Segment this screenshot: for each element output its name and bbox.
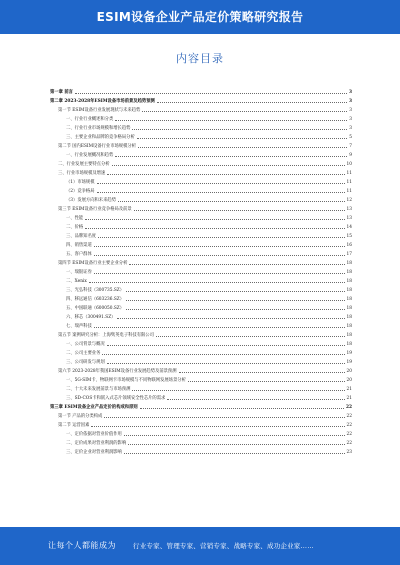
toc-entry-label: 第二节 运营因素	[58, 423, 90, 428]
toc-entry-page-number: 18	[346, 279, 352, 284]
toc-entry-page-number: 20	[346, 369, 352, 374]
toc-entry-label: 三、品牌知名度	[66, 234, 97, 239]
toc-entry[interactable]	[50, 140, 352, 149]
toc-entry-label: （3）发展方向和未来趋势	[66, 198, 116, 203]
toc-entry[interactable]	[50, 95, 352, 104]
toc-entry-label: 第三章 ESIM设备企业产品定价的构成和原则	[50, 405, 138, 410]
toc-entry[interactable]	[50, 104, 352, 113]
toc-entry[interactable]	[50, 428, 352, 437]
toc-entry-page-number: 14	[346, 225, 352, 230]
toc-entry[interactable]	[50, 338, 352, 347]
toc-entry-page-number: 18	[346, 306, 352, 311]
toc-dot-leader	[75, 90, 347, 94]
toc-dot-leader	[94, 270, 345, 274]
toc-dot-leader	[107, 171, 344, 175]
toc-entry-label: 二、Xenix	[66, 279, 87, 284]
toc-dot-leader	[126, 288, 344, 292]
toc-entry[interactable]	[50, 122, 352, 131]
toc-entry[interactable]	[50, 284, 352, 293]
toc-entry[interactable]	[50, 203, 352, 212]
toc-entry[interactable]	[50, 437, 352, 446]
toc-entry[interactable]	[50, 248, 352, 257]
toc-dot-leader	[157, 99, 347, 103]
toc-entry-page-number: 18	[346, 261, 352, 266]
toc-entry-page-number: 22	[346, 405, 352, 410]
toc-dot-leader	[128, 441, 344, 445]
toc-entry-label: 五、客户群体	[66, 252, 92, 257]
toc-entry-page-number: 18	[346, 324, 352, 329]
toc-entry[interactable]	[50, 329, 352, 338]
toc-entry-page-number: 3	[349, 108, 352, 113]
toc-entry[interactable]	[50, 257, 352, 266]
toc-entry[interactable]	[50, 158, 352, 167]
toc-entry[interactable]	[50, 275, 352, 284]
toc-entry-label: 二、十大未来发展前景与市场预测	[66, 387, 131, 392]
toc-entry[interactable]	[50, 320, 352, 329]
toc-entry-page-number: 3	[349, 99, 352, 104]
toc-entry-page-number: 13	[346, 207, 352, 212]
toc-dot-leader	[137, 135, 348, 139]
toc-entry-label: 第一节 ESIM设备行业发展现状与未来趋势	[58, 108, 141, 113]
report-header-bar	[0, 0, 400, 34]
toc-entry[interactable]	[50, 410, 352, 419]
toc-entry[interactable]	[50, 185, 352, 194]
toc-entry-label: 一、行业行业概述和分类	[66, 117, 114, 122]
toc-entry-page-number: 3	[349, 117, 352, 122]
toc-dot-leader	[124, 450, 345, 454]
toc-entry[interactable]	[50, 446, 352, 455]
toc-entry[interactable]	[50, 266, 352, 275]
toc-entry[interactable]	[50, 383, 352, 392]
toc-dot-leader	[124, 432, 345, 436]
toc-entry-label: （2）竞争格局	[66, 189, 95, 194]
toc-dot-leader	[115, 153, 347, 157]
toc-dot-leader	[156, 333, 345, 337]
toc-entry-page-number: 23	[346, 450, 352, 455]
toc-entry-page-number: 13	[346, 216, 352, 221]
toc-entry-page-number: 9	[349, 153, 352, 158]
toc-dot-leader	[97, 189, 345, 193]
toc-entry-label: 第五节 案例研究分析：上海隽英电子科技有限公司	[58, 333, 154, 338]
toc-entry-label: 五、中国联通（600050.SZ）	[66, 306, 125, 311]
toc-entry-label: 三、定价企业对营业利润影响	[66, 450, 122, 455]
toc-entry[interactable]	[50, 167, 352, 176]
toc-entry-page-number: 21	[346, 396, 352, 401]
toc-dot-leader	[85, 225, 344, 229]
toc-entry-page-number: 22	[346, 423, 352, 428]
toc-dot-leader	[142, 108, 347, 112]
toc-dot-leader	[85, 216, 344, 220]
toc-entry-label: 三、公司研发与规划	[66, 360, 105, 365]
toc-entry-page-number: 22	[346, 441, 352, 446]
toc-dot-leader	[102, 351, 344, 355]
report-title: ESIM设备企业产品定价策略研究报告	[96, 10, 304, 24]
toc-dot-leader	[117, 315, 344, 319]
toc-dot-leader	[129, 261, 344, 265]
toc-entry-label: 第一节 产品的分类构成	[58, 414, 103, 419]
toc-entry-page-number: 15	[346, 234, 352, 239]
toc-entry[interactable]	[50, 347, 352, 356]
toc-entry-label: 二、行业行业市场规模和增长趋势	[66, 126, 131, 131]
toc-entry-page-number: 18	[346, 270, 352, 275]
toc-entry-page-number: 11	[346, 189, 352, 194]
toc-entry[interactable]	[50, 311, 352, 320]
toc-entry-label: 第六节 2023-2028年我国ESIM设备行业发展趋势及前景预测	[58, 369, 177, 374]
toc-entry-page-number: 16	[346, 243, 352, 248]
toc-dot-leader	[94, 243, 345, 247]
toc-entry-page-number: 18	[346, 315, 352, 320]
toc-entry-page-number: 20	[346, 378, 352, 383]
toc-entry[interactable]	[50, 401, 352, 410]
toc-entry-label: （1）市场规模	[66, 180, 95, 185]
toc-entry-page-number: 18	[346, 297, 352, 302]
toc-dot-leader	[89, 279, 345, 283]
toc-entry-page-number: 5	[349, 135, 352, 140]
toc-entry-label: 二、定价成果对营业利润的影响	[66, 441, 127, 446]
toc-dot-leader	[118, 198, 345, 202]
toc-entry[interactable]	[50, 374, 352, 383]
toc-entry-page-number: 11	[346, 180, 352, 185]
toc-entry-label: 四、移远通信（603236.SZ）	[66, 297, 125, 302]
toc-entry-page-number: 18	[346, 342, 352, 347]
toc-entry-label: 第一章 前言	[50, 90, 73, 95]
toc-dot-leader	[134, 207, 345, 211]
toc-entry[interactable]	[50, 356, 352, 365]
toc-entry-page-number: 22	[346, 432, 352, 437]
toc-entry-label: 一、行业发展概况和趋势	[66, 153, 114, 158]
toc-entry-label: 三、光弘科技（300735.SZ）	[66, 288, 125, 293]
toc-entry-page-number: 11	[346, 171, 352, 176]
toc-entry-page-number: 19	[346, 351, 352, 356]
toc-entry[interactable]	[50, 212, 352, 221]
toc-entry-label: 一、性能	[66, 216, 84, 221]
toc-entry-page-number: 7	[349, 144, 352, 149]
toc-dot-leader	[98, 234, 344, 238]
toc-entry-page-number: 19	[346, 360, 352, 365]
toc-entry[interactable]	[50, 176, 352, 185]
toc-entry-label: 第三节 ESIM设备行业竞争格局及前景	[58, 207, 132, 212]
toc-entry-page-number: 22	[346, 414, 352, 419]
toc-dot-leader	[167, 396, 344, 400]
toc-dot-leader	[138, 144, 347, 148]
toc-entry-label: 一、定价依据对营业价值作用	[66, 432, 122, 437]
toc-dot-leader	[126, 297, 344, 301]
toc-dot-leader	[140, 405, 344, 409]
toc-entry-label: 二、公司主要业务	[66, 351, 101, 356]
toc-entry-label: 二、价格	[66, 225, 84, 230]
toc-dot-leader	[126, 306, 344, 310]
toc-entry[interactable]	[50, 149, 352, 158]
toc-entry-page-number: 10	[346, 162, 352, 167]
toc-entry-label: 三、SD-COS卡和嵌入式芯片领域安全性芯片的需求	[66, 396, 166, 401]
toc-entry[interactable]	[50, 131, 352, 140]
toc-entry[interactable]	[50, 86, 352, 95]
toc-entry-page-number: 21	[346, 387, 352, 392]
toc-dot-leader	[104, 414, 344, 418]
toc-dot-leader	[97, 180, 345, 184]
toc-dot-leader	[94, 324, 345, 328]
toc-entry-page-number: 3	[349, 90, 352, 95]
toc-dot-leader	[115, 117, 347, 121]
toc-dot-leader	[132, 126, 347, 130]
toc-entry[interactable]	[50, 221, 352, 230]
toc-heading: 内容目录	[176, 52, 224, 65]
toc-entry-label: 一、瑞银证券	[66, 270, 92, 275]
toc-entry-page-number: 18	[346, 288, 352, 293]
toc-entry[interactable]	[50, 392, 352, 401]
toc-entry-page-number: 12	[346, 198, 352, 203]
toc-entry[interactable]	[50, 194, 352, 203]
toc-entry-label: 一、5G-SIM卡、物联网卡市场规模与不同物联网发展场景分析	[66, 378, 186, 383]
toc-entry-page-number: 17	[346, 252, 352, 257]
toc-entry-label: 四、销售渠道	[66, 243, 92, 248]
toc-entry[interactable]	[50, 293, 352, 302]
toc-entry-page-number: 3	[349, 126, 352, 131]
toc-entry-label: 第四节 ESIM设备行业主要企业分析	[58, 261, 128, 266]
footer-slogan: 让每个人都能成为	[48, 541, 116, 550]
toc-dot-leader	[132, 387, 344, 391]
toc-dot-leader	[107, 360, 345, 364]
toc-entry-label: 三、行业市场规模及增速	[58, 171, 106, 176]
toc-entry-label: 一、公司背景与概况	[66, 342, 105, 347]
toc-entry[interactable]	[50, 230, 352, 239]
toc-entry[interactable]	[50, 239, 352, 248]
toc-dot-leader	[179, 369, 345, 373]
toc-entry-label: 七、瑞声科技	[66, 324, 92, 329]
toc-entry-label: 三、主要企业和品牌的竞争格局分析	[66, 135, 135, 140]
toc-dot-leader	[91, 423, 344, 427]
footer-roles: 行业专家、管理专家、营销专家、战略专家、成功企业家……	[133, 542, 314, 550]
toc-entry-label: 第二章 2023-2028年ESIM设备市场前景及趋势预测	[50, 99, 155, 104]
toc-entry-page-number: 18	[346, 333, 352, 338]
toc-entry[interactable]	[50, 113, 352, 122]
toc-entry[interactable]	[50, 365, 352, 374]
toc-entry-label: 二、行业发展主要特点分析	[58, 162, 110, 167]
toc-entry-label: 第二节 国内ESIM设备行业市场规模分析	[58, 144, 136, 149]
toc-entry[interactable]	[50, 419, 352, 428]
toc-entry-label: 六、移芯（300491.SZ）	[66, 315, 116, 320]
table-of-contents	[50, 86, 352, 455]
toc-dot-leader	[94, 252, 345, 256]
toc-dot-leader	[107, 342, 345, 346]
footer-bar	[0, 527, 400, 565]
toc-dot-leader	[112, 162, 345, 166]
toc-entry[interactable]	[50, 302, 352, 311]
toc-dot-leader	[188, 378, 345, 382]
